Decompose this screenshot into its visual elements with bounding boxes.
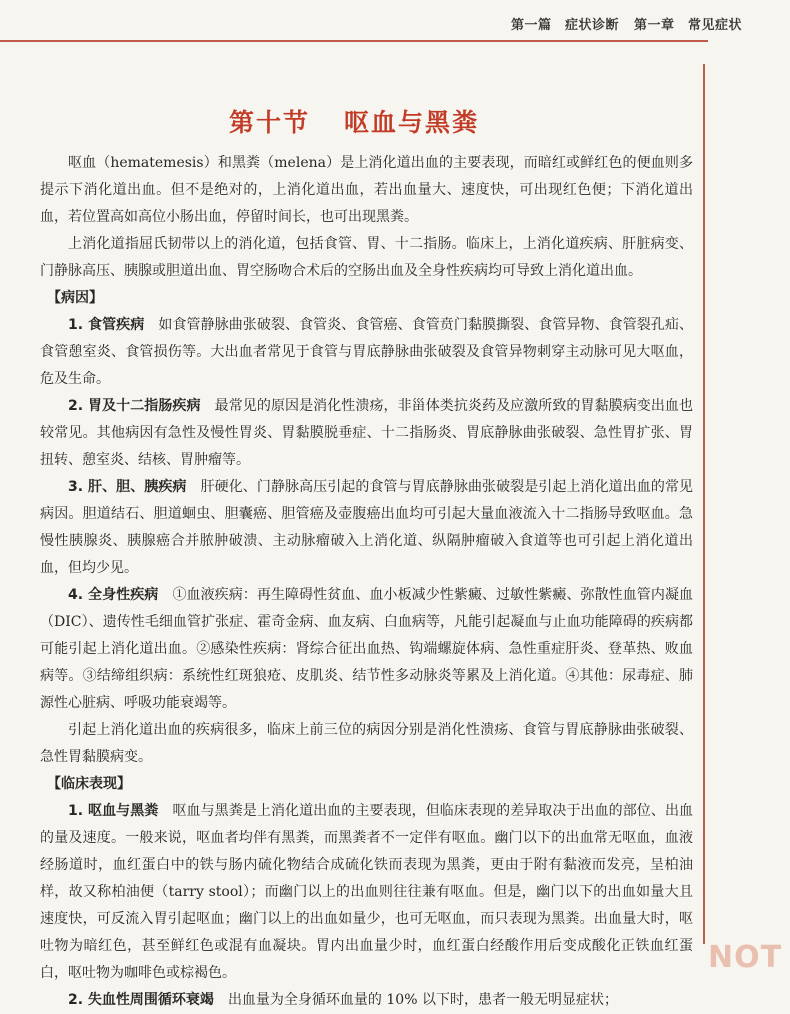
margin-rule (703, 64, 705, 944)
cause-title: 1. 食管疾病 (68, 317, 145, 333)
clinical-text: 呕血与黑粪是上消化道出血的主要表现，但临床表现的差异取决于出血的部位、出血的量及速度。一般来说，呕血者均伴有黑粪，而黑粪者不一定伴有呕血。幽门以下的出血常无呕血，血液经肠道时，血红蛋白中的铁与肠内硫化物结合成硫化铁而表现为黑粪，更由于附有黏液而发亮，呈柏油样，故又称柏油便（tarry stool）；而幽门以上的出血则往往兼有呕血。但是，幽门以下的出血如量大且速度快，可反流入胃引起呕血；幽门以上的出血如量少，也可无呕血，而只表现为黑粪。出血量大时，呕吐物为暗红色，甚至鲜红色或混有血凝块。胃内出血量少时，血红蛋白经酸作用后变成酸化正铁血红蛋白，呕吐物为咖啡色或棕褐色。 (40, 803, 694, 981)
cause-title: 2. 胃及十二指肠疾病 (68, 398, 201, 414)
body-text (40, 150, 693, 1014)
intro-paragraph: 上消化道指屈氏韧带以上的消化道，包括食管、胃、十二指肠。临床上，上消化道疾病、肝脏病变、门静脉高压、胰腺或胆道出血、胃空肠吻合术后的空肠出血及全身性疾病均可导致上消化道出血。 (40, 236, 693, 279)
section-number: 第十节 (228, 108, 310, 137)
causes-summary: 引起上消化道出血的疾病很多，临床上前三位的病因分别是消化性溃疡、食管与胃底静脉曲张破裂、急性胃黏膜病变。 (40, 722, 693, 765)
running-head-chapter: 第一章 常见症状 (633, 18, 742, 33)
cause-text: 最常见的原因是消化性溃疡，非甾体类抗炎药及应激所致的胃黏膜病变出血也较常见。其他病因有急性及慢性胃炎、胃黏膜脱垂症、十二指肠炎、胃底静脉曲张破裂、急性胃扩张、胃扭转、憩室炎、结核、胃肿瘤等。 (40, 398, 694, 468)
cause-text: 肝硬化、门静脉高压引起的食管与胃底静脉曲张破裂是引起上消化道出血的常见病因。胆道结石、胆道蛔虫、胆囊癌、胆管癌及壶腹癌出血均可引起大量血液流入十二指肠导致呕血。急慢性胰腺炎、胰腺癌合并脓肿破溃、主动脉瘤破入上消化道、纵隔肿瘤破入食道等也可引起上消化道出血，但均少见。 (40, 479, 694, 576)
cause-item (40, 393, 693, 474)
clinical-title: 2. 失血性周围循环衰竭 (68, 992, 214, 1008)
cause-title: 3. 肝、胆、胰疾病 (68, 479, 187, 495)
section-title (0, 103, 708, 139)
clinical-item (40, 987, 693, 1014)
section-title-text: 呕血与黑粪 (344, 108, 480, 137)
cause-text: 如食管静脉曲张破裂、食管炎、食管癌、食管贲门黏膜撕裂、食管异物、食管裂孔疝、食管憩室炎、食管损伤等。大出血者常见于食管与胃底静脉曲张破裂及食管异物刺穿主动脉可见大呕血，危及生命。 (40, 317, 694, 387)
clinical-heading: 【临床表现】 (47, 776, 131, 792)
edge-tab-label: NOT (708, 940, 783, 975)
cause-item (40, 582, 693, 717)
cause-item (40, 312, 693, 393)
running-head-part: 第一篇 症状诊断 (510, 18, 619, 33)
causes-heading: 【病因】 (47, 290, 103, 306)
header-rule (0, 40, 708, 42)
intro-paragraph: 呕血（hematemesis）和黑粪（melena）是上消化道出血的主要表现，而暗红或鲜红色的便血则多提示下消化道出血。但不是绝对的，上消化道出血，若出血量大、速度快，可出现红色便；下消化道出血，若位置高如高位小肠出血，停留时间长，也可出现黑粪。 (40, 155, 693, 225)
cause-title: 4. 全身性疾病 (68, 587, 159, 603)
running-head (501, 14, 742, 33)
clinical-title: 1. 呕血与黑粪 (68, 803, 159, 819)
clinical-text: 出血量为全身循环血量的 10% 以下时，患者一般无明显症状； (227, 992, 618, 1008)
clinical-item (40, 798, 693, 987)
cause-item (40, 474, 693, 582)
cause-text: ①血液疾病：再生障碍性贫血、血小板减少性紫癜、过敏性紫癜、弥散性血管内凝血（DIC）、遗传性毛细血管扩张症、霍奇金病、血友病、白血病等，凡能引起凝血与止血功能障碍的疾病都可能引起上消化道出血。②感染性疾病：肾综合征出血热、钩端螺旋体病、急性重症肝炎、登革热、败血病等。③结缔组织病：系统性红斑狼疮、皮肌炎、结节性多动脉炎等累及上消化道。④其他：尿毒症、肺源性心脏病、呼吸功能衰竭等。 (40, 587, 694, 711)
